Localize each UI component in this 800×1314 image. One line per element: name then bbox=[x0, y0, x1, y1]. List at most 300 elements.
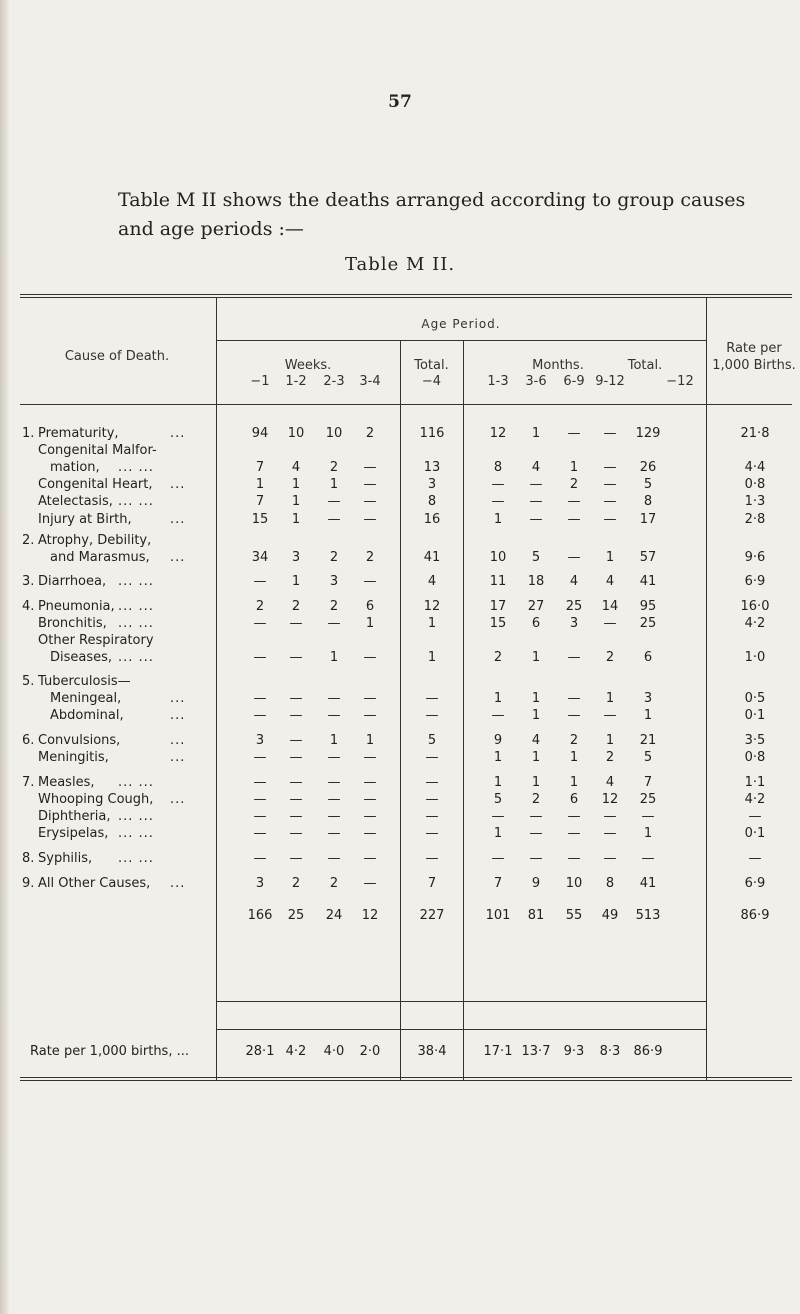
table-cell: 5 bbox=[643, 750, 653, 765]
table-cell: 6 bbox=[365, 599, 375, 614]
leader-dots: ... ... bbox=[118, 616, 154, 631]
table-cell: 3 bbox=[329, 574, 339, 589]
table-cell: — bbox=[567, 512, 581, 527]
table-cell: 4·4 bbox=[744, 460, 766, 475]
table-cell: 1 bbox=[329, 733, 339, 748]
table-cell: 1 bbox=[569, 460, 579, 475]
leader-dots: ... bbox=[170, 477, 186, 492]
table-cell: — bbox=[641, 851, 655, 866]
table-cell: 13 bbox=[423, 460, 441, 475]
row-label: Pneumonia, bbox=[38, 599, 115, 614]
table-cell: 6·9 bbox=[744, 574, 766, 589]
table-cell: 41 bbox=[639, 876, 657, 891]
table-cell: 8 bbox=[493, 460, 503, 475]
table-row bbox=[0, 633, 800, 650]
table-cell: — bbox=[567, 691, 581, 706]
table-row bbox=[0, 826, 800, 843]
row-label: Atrophy, Debility, bbox=[38, 533, 152, 548]
table-cell: — bbox=[363, 574, 377, 589]
table-cell: — bbox=[363, 876, 377, 891]
table-row bbox=[0, 460, 800, 477]
table-cell: 1 bbox=[531, 750, 541, 765]
table-cell: 1·3 bbox=[744, 494, 766, 509]
table-cell: 4 bbox=[291, 460, 301, 475]
table-cell: 7 bbox=[255, 460, 265, 475]
table-cell: 1 bbox=[365, 616, 375, 631]
table-cell: 25 bbox=[565, 599, 583, 614]
header-rate: Rate per 1,000 Births. bbox=[712, 341, 796, 373]
table-cell: — bbox=[327, 494, 341, 509]
table-cell: 57 bbox=[639, 550, 657, 565]
table-cell: 17 bbox=[489, 599, 507, 614]
table-bottom-rule bbox=[20, 1077, 792, 1078]
row-label: Bronchitis, bbox=[38, 616, 107, 631]
table-cell: — bbox=[425, 750, 439, 765]
row-label: Meningitis, bbox=[38, 750, 109, 765]
table-cell: — bbox=[289, 775, 303, 790]
table-cell: — bbox=[289, 809, 303, 824]
table-cell: — bbox=[327, 708, 341, 723]
table-cell: — bbox=[289, 750, 303, 765]
table-cell: — bbox=[253, 574, 267, 589]
table-cell: 86·9 bbox=[633, 1044, 663, 1059]
table-cell: 1 bbox=[427, 616, 437, 631]
table-cell: 1 bbox=[531, 775, 541, 790]
row-label: Meningeal, bbox=[50, 691, 122, 706]
leader-dots: ... bbox=[170, 750, 186, 765]
table-cell: — bbox=[603, 616, 617, 631]
table-cell: 8 bbox=[427, 494, 437, 509]
leader-dots: ... ... bbox=[118, 851, 154, 866]
table-cell: 9·6 bbox=[744, 550, 766, 565]
table-cell: — bbox=[327, 851, 341, 866]
table-cell: 7 bbox=[493, 876, 503, 891]
table-cell: — bbox=[641, 809, 655, 824]
table-cell: 12 bbox=[361, 908, 379, 923]
table-cell: 3 bbox=[427, 477, 437, 492]
table-cell: 1 bbox=[329, 477, 339, 492]
table-cell: — bbox=[363, 494, 377, 509]
table-cell: — bbox=[425, 775, 439, 790]
table-cell: 4 bbox=[531, 460, 541, 475]
table-cell: 166 bbox=[247, 908, 273, 923]
leader-dots: ... bbox=[170, 733, 186, 748]
table-cell: 15 bbox=[489, 616, 507, 631]
table-cell: — bbox=[567, 708, 581, 723]
table-cell: — bbox=[567, 650, 581, 665]
table-row bbox=[0, 616, 800, 633]
table-cell: 12 bbox=[601, 792, 619, 807]
table-cell: 1 bbox=[291, 512, 301, 527]
header-age-period: Age Period. bbox=[421, 317, 501, 331]
table-cell: 2 bbox=[291, 876, 301, 891]
table-cell: 1 bbox=[291, 477, 301, 492]
table-cell: 2 bbox=[329, 599, 339, 614]
table-cell: 6 bbox=[531, 616, 541, 631]
table-cell: — bbox=[425, 708, 439, 723]
row-label: Diseases, bbox=[50, 650, 113, 665]
table-cell: — bbox=[363, 650, 377, 665]
row-number: 2. bbox=[22, 533, 35, 548]
table-cell: 10 bbox=[489, 550, 507, 565]
table-row bbox=[0, 443, 800, 460]
table-cell: 4 bbox=[605, 574, 615, 589]
table-top-rule-double bbox=[20, 297, 792, 298]
table-cell: 2 bbox=[605, 750, 615, 765]
totals-bottom-rule bbox=[216, 1029, 706, 1030]
table-cell: — bbox=[289, 733, 303, 748]
table-cell: 95 bbox=[639, 599, 657, 614]
table-cell: — bbox=[529, 494, 543, 509]
table-cell: — bbox=[363, 460, 377, 475]
row-label: Erysipelas, bbox=[38, 826, 109, 841]
totals-top-rule bbox=[216, 1001, 706, 1002]
table-row bbox=[0, 650, 800, 667]
table-cell: 2 bbox=[569, 733, 579, 748]
table-cell: — bbox=[603, 460, 617, 475]
table-cell: 0·8 bbox=[744, 750, 766, 765]
table-cell: 10 bbox=[287, 426, 305, 441]
table-cell: — bbox=[567, 494, 581, 509]
table-cell: 94 bbox=[251, 426, 269, 441]
table-cell: 26 bbox=[639, 460, 657, 475]
table-cell: 2 bbox=[605, 650, 615, 665]
leader-dots: ... bbox=[170, 691, 186, 706]
row-label: Measles, bbox=[38, 775, 95, 790]
table-cell: 27 bbox=[527, 599, 545, 614]
table-cell: — bbox=[567, 809, 581, 824]
table-cell: 8·3 bbox=[599, 1044, 621, 1059]
table-cell: — bbox=[363, 708, 377, 723]
table-cell: 3·5 bbox=[744, 733, 766, 748]
table-cell: 5 bbox=[531, 550, 541, 565]
table-cell: 1 bbox=[493, 826, 503, 841]
header-bottom-rule bbox=[20, 404, 792, 405]
table-top-rule bbox=[20, 294, 792, 295]
table-row bbox=[0, 708, 800, 725]
table-cell: 2 bbox=[531, 792, 541, 807]
table-cell: 1 bbox=[531, 708, 541, 723]
row-label: Other Respiratory bbox=[38, 633, 154, 648]
table-cell: 2 bbox=[365, 550, 375, 565]
row-label: mation, bbox=[50, 460, 100, 475]
table-cell: 5 bbox=[643, 477, 653, 492]
table-row bbox=[0, 533, 800, 550]
table-cell: — bbox=[253, 616, 267, 631]
table-cell: 86·9 bbox=[740, 908, 770, 923]
table-cell: 9 bbox=[531, 876, 541, 891]
table-cell: 2 bbox=[329, 460, 339, 475]
age-period-rule bbox=[216, 340, 706, 341]
table-cell: 2 bbox=[365, 426, 375, 441]
table-cell: — bbox=[529, 851, 543, 866]
table-cell: — bbox=[363, 809, 377, 824]
table-title: Table M II. bbox=[344, 254, 456, 275]
table-cell: 9·3 bbox=[563, 1044, 585, 1059]
table-cell: — bbox=[425, 691, 439, 706]
table-cell: — bbox=[327, 691, 341, 706]
table-cell: 3 bbox=[255, 733, 265, 748]
table-cell: 25 bbox=[639, 616, 657, 631]
row-label: Congenital Malfor- bbox=[38, 443, 157, 458]
table-cell: — bbox=[491, 708, 505, 723]
table-cell: 28·1 bbox=[245, 1044, 275, 1059]
header-total-months: Total. bbox=[627, 358, 663, 373]
table-cell: — bbox=[253, 851, 267, 866]
row-number: 5. bbox=[22, 674, 35, 689]
table-row bbox=[0, 574, 800, 591]
row-label: Prematurity, bbox=[38, 426, 119, 441]
table-cell: 4 bbox=[531, 733, 541, 748]
table-cell: — bbox=[327, 512, 341, 527]
table-cell: 1 bbox=[569, 750, 579, 765]
table-cell: — bbox=[491, 477, 505, 492]
table-cell: 2 bbox=[291, 599, 301, 614]
table-cell: — bbox=[327, 775, 341, 790]
table-cell: 513 bbox=[635, 908, 661, 923]
table-cell: 9 bbox=[493, 733, 503, 748]
table-cell: — bbox=[491, 851, 505, 866]
table-cell: 101 bbox=[485, 908, 511, 923]
row-label: Diphtheria, bbox=[38, 809, 111, 824]
table-cell: — bbox=[567, 851, 581, 866]
table-cell: — bbox=[327, 616, 341, 631]
table-cell: — bbox=[567, 426, 581, 441]
table-cell: 16·0 bbox=[740, 599, 770, 614]
leader-dots: ... ... bbox=[118, 460, 154, 475]
table-cell: — bbox=[327, 826, 341, 841]
table-cell: 4·0 bbox=[323, 1044, 345, 1059]
table-cell: 38·4 bbox=[417, 1044, 447, 1059]
leader-dots: ... ... bbox=[118, 775, 154, 790]
row-label: Injury at Birth, bbox=[38, 512, 132, 527]
row-label: All Other Causes, bbox=[38, 876, 151, 891]
column-subheader: 1-3 bbox=[487, 374, 509, 389]
table-cell: — bbox=[491, 494, 505, 509]
table-cell: 4 bbox=[569, 574, 579, 589]
leader-dots: ... ... bbox=[118, 650, 154, 665]
table-cell: — bbox=[567, 550, 581, 565]
row-number: 1. bbox=[22, 426, 35, 441]
table-cell: 1 bbox=[493, 512, 503, 527]
table-cell: — bbox=[363, 826, 377, 841]
header-months: Months. bbox=[532, 358, 584, 373]
leader-dots: ... ... bbox=[118, 809, 154, 824]
header-total-weeks-sub: −4 bbox=[421, 374, 442, 389]
table-cell: 1 bbox=[255, 477, 265, 492]
header-total-weeks: Total. bbox=[414, 358, 449, 373]
table-cell: — bbox=[603, 851, 617, 866]
table-cell: 7 bbox=[643, 775, 653, 790]
table-cell: 1 bbox=[493, 750, 503, 765]
table-cell: — bbox=[529, 477, 543, 492]
leader-dots: ... bbox=[170, 550, 186, 565]
table-cell: 21·8 bbox=[740, 426, 770, 441]
table-cell: 49 bbox=[601, 908, 619, 923]
rate-row bbox=[0, 1044, 800, 1061]
table-cell: — bbox=[289, 650, 303, 665]
table-row bbox=[0, 599, 800, 616]
table-cell: 1 bbox=[569, 775, 579, 790]
table-cell: 10 bbox=[325, 426, 343, 441]
row-label: Congenital Heart, bbox=[38, 477, 153, 492]
table-row bbox=[0, 733, 800, 750]
table-cell: 1·0 bbox=[744, 650, 766, 665]
column-subheader: −1 bbox=[250, 374, 270, 389]
row-label: Tuberculosis— bbox=[38, 674, 131, 689]
table-cell: 1 bbox=[365, 733, 375, 748]
column-subheader: 6-9 bbox=[563, 374, 585, 389]
table-cell: 0·1 bbox=[744, 708, 766, 723]
table-row bbox=[0, 674, 800, 691]
table-cell: 12 bbox=[489, 426, 507, 441]
table-cell: — bbox=[289, 691, 303, 706]
leader-dots: ... bbox=[170, 512, 186, 527]
leader-dots: ... bbox=[170, 792, 186, 807]
row-label: Abdominal, bbox=[50, 708, 124, 723]
table-cell: — bbox=[363, 512, 377, 527]
table-cell: 55 bbox=[565, 908, 583, 923]
leader-dots: ... ... bbox=[118, 826, 154, 841]
table-cell: 16 bbox=[423, 512, 441, 527]
table-cell: 41 bbox=[423, 550, 441, 565]
table-cell: — bbox=[603, 708, 617, 723]
table-row bbox=[0, 775, 800, 792]
table-row bbox=[0, 691, 800, 708]
table-cell: 4 bbox=[427, 574, 437, 589]
table-cell: 1 bbox=[605, 550, 615, 565]
totals-row bbox=[0, 908, 800, 925]
table-cell: — bbox=[748, 851, 762, 866]
table-cell: 2 bbox=[329, 876, 339, 891]
table-cell: — bbox=[289, 708, 303, 723]
table-cell: 15 bbox=[251, 512, 269, 527]
table-cell: 3 bbox=[255, 876, 265, 891]
table-cell: — bbox=[253, 691, 267, 706]
leader-dots: ... bbox=[170, 876, 186, 891]
table-cell: 6 bbox=[569, 792, 579, 807]
table-cell: — bbox=[289, 792, 303, 807]
table-row bbox=[0, 512, 800, 529]
table-cell: 116 bbox=[419, 426, 445, 441]
table-cell: 2 bbox=[569, 477, 579, 492]
table-cell: 25 bbox=[639, 792, 657, 807]
intro-paragraph: Table M II shows the deaths arranged according to group causes and age periods :— bbox=[118, 189, 746, 240]
table-cell: 4·2 bbox=[285, 1044, 307, 1059]
table-cell: 1 bbox=[291, 494, 301, 509]
table-cell: — bbox=[529, 809, 543, 824]
table-cell: 1 bbox=[643, 826, 653, 841]
table-cell: 7 bbox=[255, 494, 265, 509]
table-cell: 14 bbox=[601, 599, 619, 614]
table-cell: — bbox=[363, 851, 377, 866]
table-cell: — bbox=[603, 512, 617, 527]
table-row bbox=[0, 851, 800, 868]
row-number: 8. bbox=[22, 851, 35, 866]
table-cell: 12 bbox=[423, 599, 441, 614]
table-cell: — bbox=[327, 809, 341, 824]
table-cell: — bbox=[603, 826, 617, 841]
row-label: Whooping Cough, bbox=[38, 792, 154, 807]
table-cell: 81 bbox=[527, 908, 545, 923]
table-row bbox=[0, 792, 800, 809]
table-cell: 10 bbox=[565, 876, 583, 891]
leader-dots: ... ... bbox=[118, 574, 154, 589]
table-cell: 2 bbox=[329, 550, 339, 565]
column-subheader: 3-4 bbox=[359, 374, 381, 389]
table-cell: 18 bbox=[527, 574, 545, 589]
table-row bbox=[0, 809, 800, 826]
table-cell: — bbox=[603, 477, 617, 492]
table-cell: 1 bbox=[493, 775, 503, 790]
table-cell: 7 bbox=[427, 876, 437, 891]
table-cell: 17·1 bbox=[483, 1044, 513, 1059]
header-weeks: Weeks. bbox=[284, 358, 332, 373]
table-cell: — bbox=[363, 775, 377, 790]
table-cell: — bbox=[289, 826, 303, 841]
column-subheader: 3-6 bbox=[525, 374, 547, 389]
table-row bbox=[0, 876, 800, 893]
table-cell: — bbox=[425, 809, 439, 824]
table-cell: 1 bbox=[531, 691, 541, 706]
table-cell: 2·0 bbox=[359, 1044, 381, 1059]
table-cell: 1 bbox=[427, 650, 437, 665]
table-cell: — bbox=[425, 826, 439, 841]
leader-dots: ... ... bbox=[118, 599, 154, 614]
table-cell: — bbox=[253, 750, 267, 765]
table-cell: 4·2 bbox=[744, 792, 766, 807]
table-cell: 21 bbox=[639, 733, 657, 748]
table-cell: 1 bbox=[643, 708, 653, 723]
row-label: Convulsions, bbox=[38, 733, 121, 748]
table-cell: 1 bbox=[291, 574, 301, 589]
table-row bbox=[0, 494, 800, 511]
table-cell: 0·1 bbox=[744, 826, 766, 841]
table-cell: 4 bbox=[605, 775, 615, 790]
table-cell: 2 bbox=[493, 650, 503, 665]
table-cell: — bbox=[425, 851, 439, 866]
table-cell: 1 bbox=[329, 650, 339, 665]
table-row bbox=[0, 477, 800, 494]
table-cell: — bbox=[491, 809, 505, 824]
header-cause: Cause of Death. bbox=[64, 349, 170, 364]
table-cell: — bbox=[289, 616, 303, 631]
table-cell: 1 bbox=[531, 426, 541, 441]
table-cell: 3 bbox=[291, 550, 301, 565]
table-cell: 5 bbox=[493, 792, 503, 807]
table-cell: 2·8 bbox=[744, 512, 766, 527]
table-cell: — bbox=[425, 792, 439, 807]
table-cell: 3 bbox=[569, 616, 579, 631]
table-cell: — bbox=[529, 512, 543, 527]
row-number: 6. bbox=[22, 733, 35, 748]
page-number: 57 bbox=[388, 92, 412, 112]
table-row bbox=[0, 426, 800, 443]
table-cell: 17 bbox=[639, 512, 657, 527]
table-cell: — bbox=[253, 792, 267, 807]
leader-dots: ... bbox=[170, 426, 186, 441]
row-number: 9. bbox=[22, 876, 35, 891]
table-cell: 24 bbox=[325, 908, 343, 923]
header-total-months-sub: −12 bbox=[666, 374, 694, 389]
row-label: Rate per 1,000 births, ... bbox=[30, 1044, 189, 1059]
table-cell: 6 bbox=[643, 650, 653, 665]
table-cell: — bbox=[363, 477, 377, 492]
row-label: Syphilis, bbox=[38, 851, 93, 866]
table-cell: 34 bbox=[251, 550, 269, 565]
table-row bbox=[0, 750, 800, 767]
table-cell: 0·8 bbox=[744, 477, 766, 492]
